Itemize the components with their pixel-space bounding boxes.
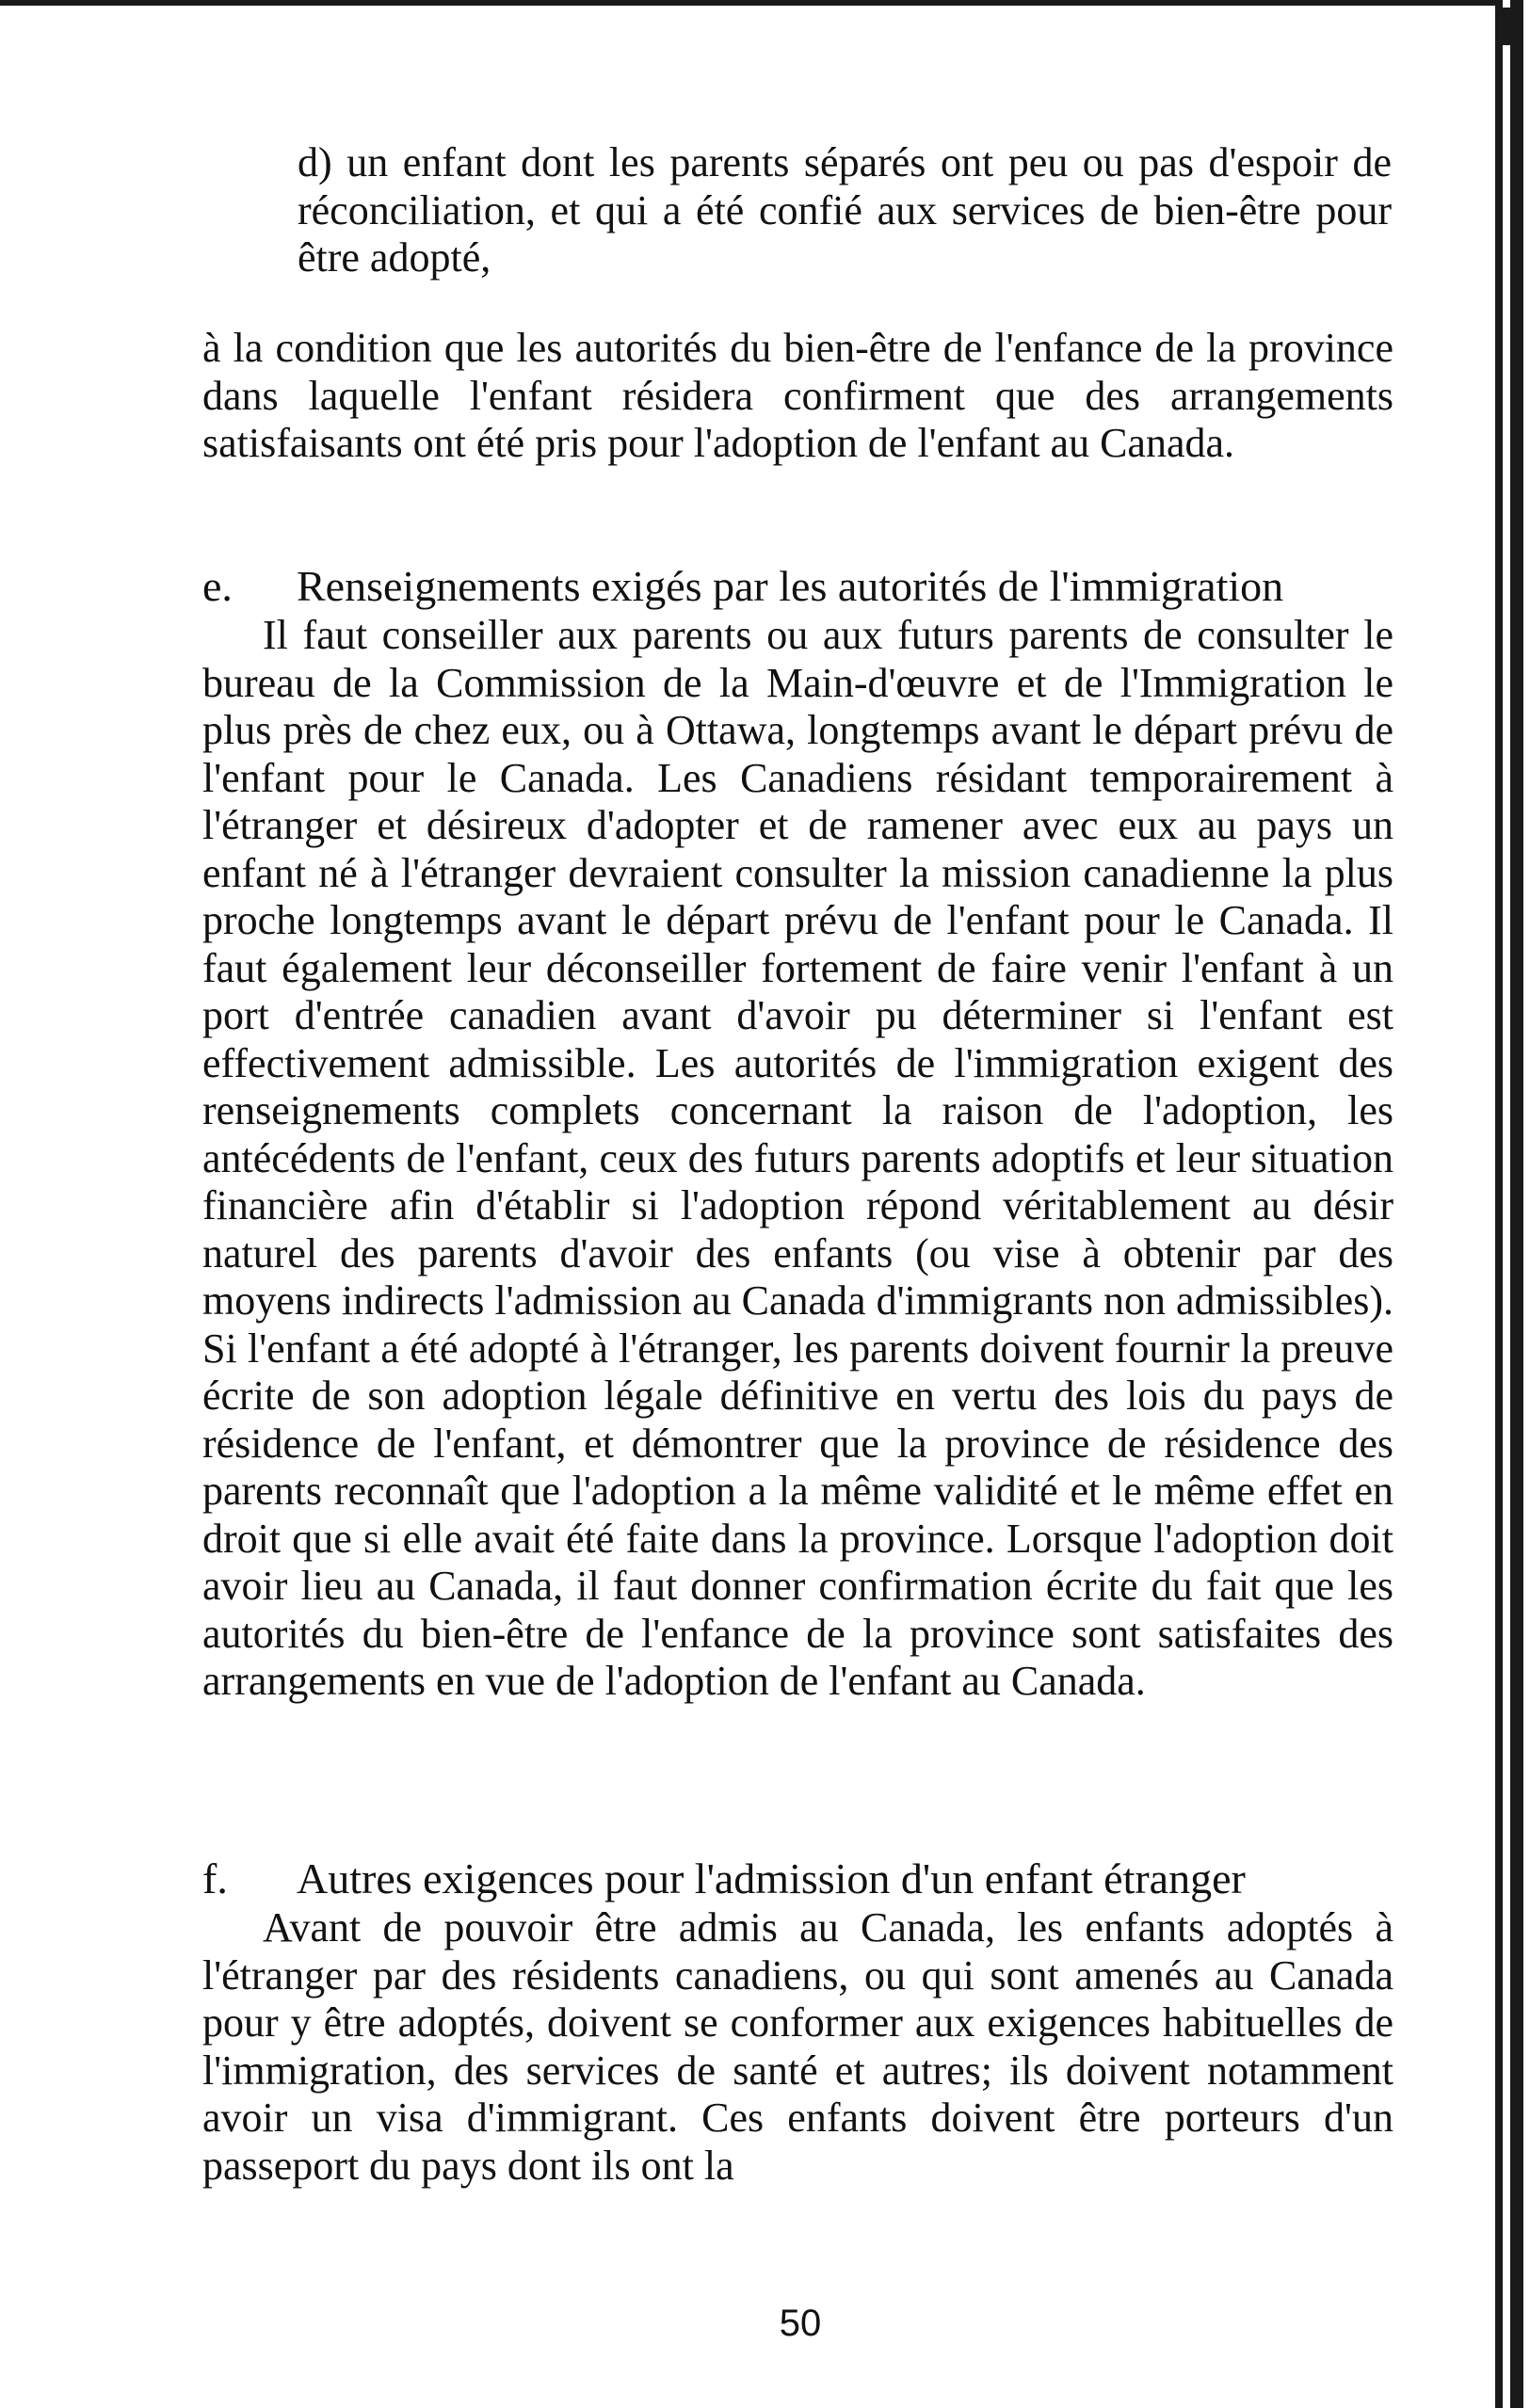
section-e-letter: e. bbox=[202, 562, 233, 610]
section-f-title: Autres exigences pour l'admission d'un enfant étranger bbox=[297, 1854, 1246, 1902]
condition-paragraph: à la condition que les autorités du bien-être de l'enfance de la province dans laquelle l'enfant résidera confirment que des arrangements satisfaisants ont été pris pour l'adoption de l'enfant au Canada. bbox=[202, 325, 1393, 466]
top-border-rule bbox=[0, 0, 1497, 6]
binding-tick bbox=[1503, 8, 1510, 45]
section-e-heading bbox=[202, 562, 1398, 611]
section-f-letter: f. bbox=[202, 1854, 228, 1902]
list-item-d-text: un enfant dont les parents séparés ont peu ou pas d'espoir de réconciliation, et qui a été confié aux services de bien-être pour être adopté, bbox=[298, 139, 1392, 281]
right-border-rule bbox=[1495, 0, 1503, 2408]
list-item-d bbox=[298, 139, 1392, 282]
right-binding-edge bbox=[1510, 0, 1523, 2408]
list-item-d-label: d) bbox=[298, 139, 332, 185]
section-f-paragraph: Avant de pouvoir être admis au Canada, les enfants adoptés à l'étranger par des résidents canadiens, ou qui sont amenés au Canada pour y être adoptés, doivent se conformer aux exigences habituelles de l'immigration, des services de santé et autres; ils doivent notamment avoir un visa d'immigrant. Ces enfants doivent être porteurs d'un passeport du pays dont ils ont la bbox=[202, 1904, 1393, 2189]
section-f-heading bbox=[202, 1854, 1398, 1903]
page-number: 50 bbox=[779, 2303, 822, 2344]
section-e-paragraph: Il faut conseiller aux parents ou aux futurs parents de consulter le bureau de la Commission de la Main-d'œuvre et de l'Immigration le plus près de chez eux, ou à Ottawa, longtemps avant le départ prévu de l'enfant pour le Canada. Les Canadiens résidant temporairement à l'étranger et désireux d'adopter et de ramener avec eux au pays un enfant né à l'étranger devraient consulter la mission canadienne la plus proche longtemps avant le départ prévu de l'enfant pour le Canada. Il faut également leur déconseiller fortement de faire venir l'enfant à un port d'entrée canadien avant d'avoir pu déterminer si l'enfant est effectivement admissible. Les autorités de l'immigration exigent des renseignements complets concernant la raison de l'adoption, les antécédents de l'enfant, ceux des futurs parents adoptifs et leur situation financière afin d'établir si l'adoption répond véritablement au désir naturel des parents d'avoir des enfants (ou vise à obtenir par des moyens indirects l'admission au Canada d'immigrants non admissibles). Si l'enfant a été adopté à l'étranger, les parents doivent fournir la preuve écrite de son adoption légale définitive en vertu des lois du pays de résidence de l'enfant, et démontrer que la province de résidence des parents reconnaît que l'adoption a la même validité et le même effet en droit que si elle avait été faite dans la province. Lorsque l'adoption doit avoir lieu au Canada, il faut donner confirmation écrite du fait que les autorités du bien-être de l'enfance de la province sont satisfaites des arrangements en vue de l'adoption de l'enfant au Canada. bbox=[202, 612, 1393, 1704]
section-e-title: Renseignements exigés par les autorités de l'immigration bbox=[297, 562, 1284, 610]
